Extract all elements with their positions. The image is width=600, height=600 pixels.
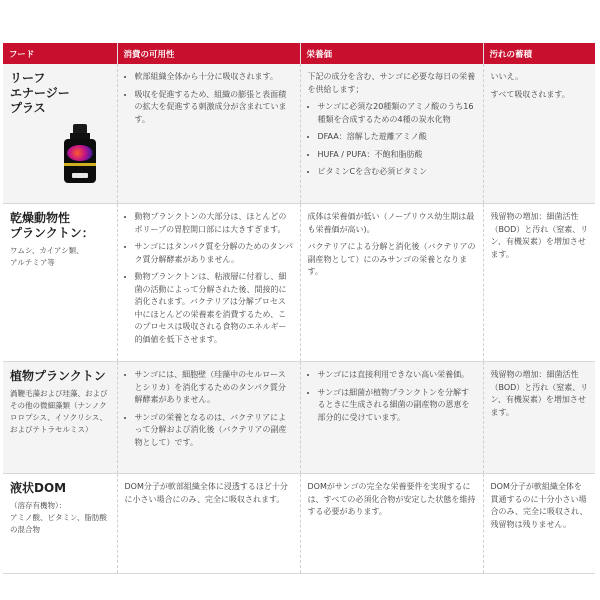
nutrition-cell (300, 362, 483, 474)
list-item: • 軟部組織全体から十分に吸収されます。 (135, 71, 294, 84)
availability-cell (117, 64, 300, 204)
list-item: • サンゴには、細胞壁（珪藻中のセルロースとシリカ）を消化するためのタンパク質分解酵素がありません。 (135, 369, 294, 407)
availability-cell (117, 362, 300, 474)
food-title: 植物プランクトン (10, 369, 106, 383)
food-subtitle: （溶存有機物）： アミノ酸、ビタミン、脂肪酸の混合物 (10, 501, 107, 534)
table-row (3, 362, 595, 474)
list-item: • HUFA / PUFA：不飽和脂肪酸 (318, 149, 477, 162)
list-item: • DFAA：溶解した遊離アミノ酸 (318, 131, 477, 144)
nutrition-text: バクテリアによる分解と消化後（バクテリアの副産物として）にのみサンゴの栄養となります。 (307, 242, 476, 276)
food-subtitle: 渦鞭毛藻および珪藻、およびその他の微細藻類（ナンノクロロプシス、イソクリシス、およびテトラセルミス） (10, 389, 108, 434)
nutrition-cell (300, 474, 483, 574)
waste-text: いいえ。 (490, 72, 523, 81)
waste-cell (483, 64, 595, 204)
nutrition-text: 成体は栄養価が低い（ノープリウス幼生期は最も栄養価が高い)。 (307, 212, 475, 234)
table-row (3, 64, 595, 204)
header-availability: 消費の可用性 (117, 43, 300, 64)
food-comparison-table (3, 43, 595, 574)
product-bottle-icon (62, 124, 98, 184)
table-row (3, 474, 595, 574)
list-item: • サンゴの栄養となるのは、バクテリアによって分解および消化後（バクテリアの副産物として）です。 (135, 412, 294, 450)
waste-cell (483, 474, 595, 574)
waste-text: 残留物の増加：細菌活性（BOD）と汚れ（窒素、リン、有機炭素）を増加させます。 (490, 370, 589, 417)
list-item: • サンゴに必須な20種類のアミノ酸のうち16種類を合成するための4種の炭水化物 (318, 101, 477, 126)
nutrition-cell (300, 204, 483, 362)
waste-text: 残留物の増加：細菌活性（BOD）と汚れ（窒素、リン、有機炭素）を増加させます。 (490, 212, 589, 259)
availability-cell (117, 204, 300, 362)
food-cell (3, 64, 117, 204)
food-subtitle: ワムシ、カイアシ類、 アルテミア等 (10, 246, 84, 267)
list-item: • 吸収を促進するため、組織の膨張と表面積の拡大を促進する刺激成分が含まれています。 (135, 89, 294, 127)
food-title: 液状DOM (10, 481, 67, 495)
header-waste: 汚れの蓄積 (483, 43, 595, 64)
waste-cell (483, 362, 595, 474)
nutrition-text: DOMがサンゴの完全な栄養要件を実現するには、すべての必須化合物が安定した状態を維持する必要があります。 (307, 482, 476, 516)
table-row (3, 204, 595, 362)
food-title: リーフ エナージー プラス (10, 71, 70, 115)
header-nutrition: 栄養価 (300, 43, 483, 64)
food-cell (3, 204, 117, 362)
nutrition-cell (300, 64, 483, 204)
waste-cell (483, 204, 595, 362)
list-item: • 動物プランクトンは、粘液層に付着し、細菌の活動によって分解された後、間接的に消化されます。バクテリアは分解プロセス中にほとんどの栄養素を消費するため、このプロセスは吸収される食物のエネルギー的価値を低下させます。 (135, 271, 294, 346)
list-item: • 動物プランクトンの大部分は、ほとんどのポリープの胃腔開口部には大きすぎます。 (135, 211, 294, 236)
availability-cell (117, 474, 300, 574)
list-item: • サンゴは細菌が植物プランクトンを分解するときに生成される細菌の副産物の恩恵を部分的に受けています。 (318, 387, 477, 425)
availability-text: DOM分子が軟部組織全体に浸透するほど十分に小さい場合にのみ、完全に吸収されます。 (124, 482, 288, 504)
waste-text: DOM分子が軟組織全体を貫通するのに十分小さい場合のみ、完全に吸収され、残留物は残りません。 (490, 482, 588, 529)
food-cell (3, 474, 117, 574)
table-header-row (3, 43, 595, 64)
food-title: 乾燥動物性 プランクトン： (10, 211, 94, 240)
list-item: • サンゴにはタンパク質を分解のためのタンパク質分解酵素がありません。 (135, 241, 294, 266)
list-item: • サンゴには直接利用できない高い栄養価。 (318, 369, 477, 382)
food-cell (3, 362, 117, 474)
header-food: フード (3, 43, 117, 64)
list-item: • ビタミンCを含む必須ビタミン (318, 166, 477, 179)
nutrition-intro: 下記の成分を含む、サンゴに必要な毎日の栄養を供給します； (307, 72, 476, 94)
waste-text: すべて吸収されます。 (490, 89, 570, 99)
